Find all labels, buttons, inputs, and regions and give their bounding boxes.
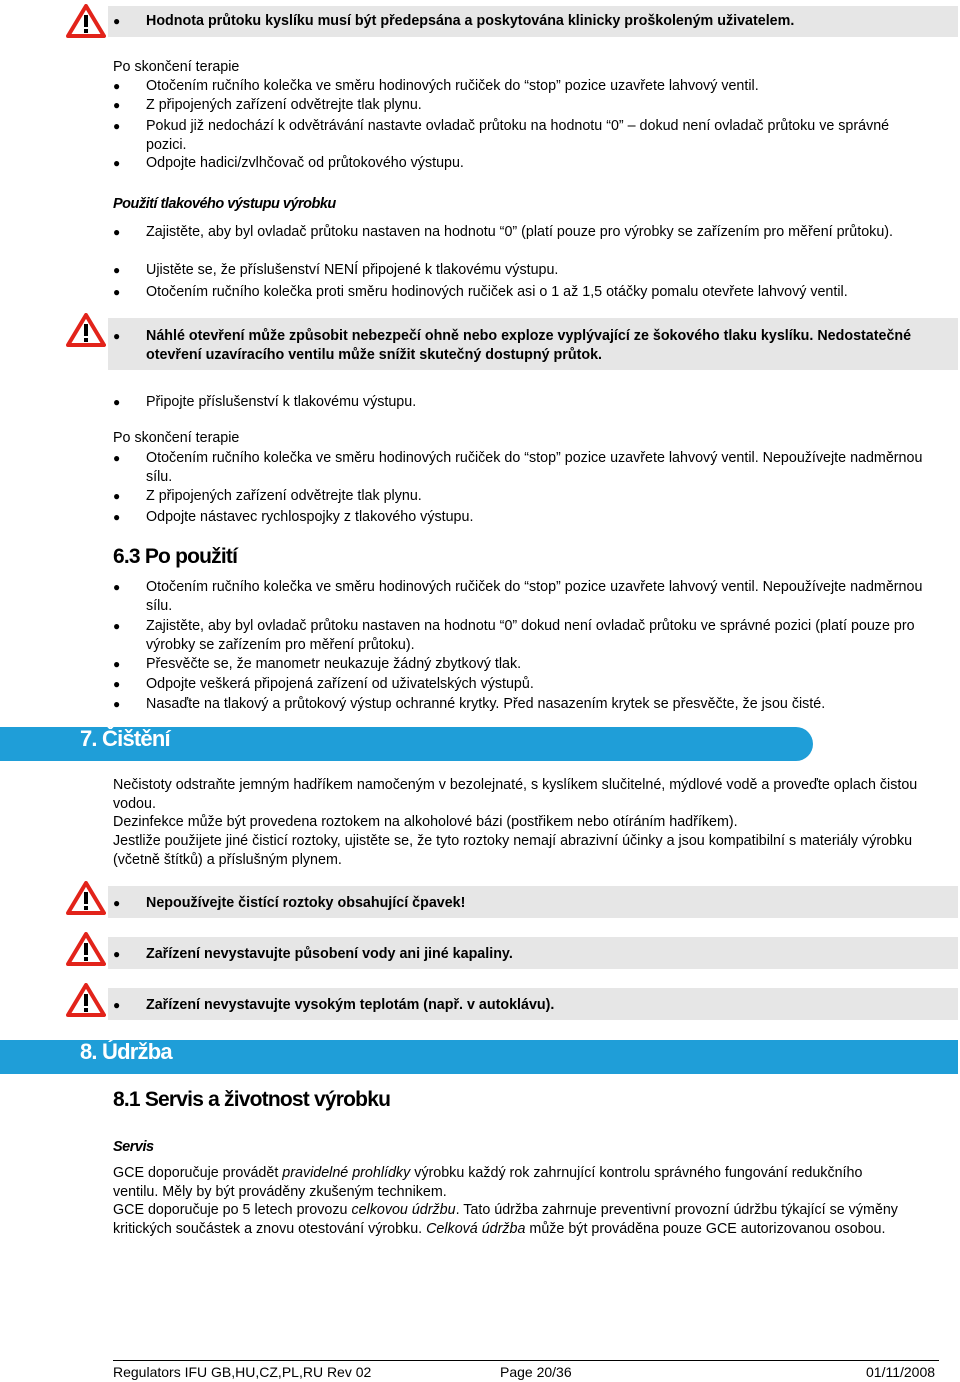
section-title: 7. Čištění	[80, 726, 170, 751]
bullet: ●	[113, 263, 121, 277]
emphasis: Celková údržba	[426, 1220, 526, 1237]
text-span: . Tato údržba zahrnuje preventivní provozní údržbu týkající se výměny kritických součástek a znovu otestování výrobku.	[113, 1202, 898, 1237]
footer-divider	[113, 1360, 939, 1361]
warning-text: Náhlé otevření může způsobit nebezpečí ohně nebo exploze vyplývající ze šokového tlaku kyslíku. Nedostatečné otevření uzavíracího ventilu může snížit skutečný dostupný průtok.	[146, 328, 912, 363]
emphasis: celkovou údržbu	[351, 1202, 456, 1218]
bullet: ●	[113, 580, 121, 594]
list-item: Odpojte hadici/zvlhčovač od průtokového výstupu.	[146, 155, 464, 171]
bullet: ●	[113, 489, 121, 503]
footer-page-number: Page 20/36	[500, 1364, 572, 1380]
paragraph: Dezinfekce může být provedena roztokem na alkoholové bázi (postřikem nebo otíráním hadříkem).	[113, 814, 738, 830]
bullet: ●	[113, 677, 121, 691]
bullet: ●	[113, 98, 121, 112]
bullet: ●	[113, 510, 121, 524]
warning-text: Hodnota průtoku kyslíku musí být předepsána a poskytována klinicky proškoleným uživatelem.	[146, 13, 795, 29]
warning-triangle-icon	[66, 313, 106, 347]
warning-text: Zařízení nevystavujte působení vody ani jiné kapaliny.	[146, 946, 513, 962]
emphasis: pravidelné prohlídky	[282, 1165, 411, 1181]
paragraph-heading: Po skončení terapie	[113, 430, 240, 446]
bullet: ●	[113, 395, 121, 409]
list-item: Z připojených zařízení odvětrejte tlak plynu.	[146, 488, 422, 504]
text-span: GCE doporučuje po 5 letech provozu	[113, 1202, 352, 1218]
warning-triangle-icon	[66, 983, 106, 1017]
paragraph	[113, 1164, 880, 1201]
list-item: Otočením ručního kolečka ve směru hodinových ručiček do “stop” pozice uzavřete lahvový ventil. Nepoužívejte nadměrnou sílu.	[146, 450, 923, 485]
warning-text: Nepoužívejte čistící roztoky obsahující čpavek!	[146, 895, 466, 911]
section-title: 8. Údržba	[80, 1039, 172, 1064]
list-item: Zajistěte, aby byl ovladač průtoku nastaven na hodnotu “0” dokud není ovladač průtoku ve správné pozici (platí pouze pro výrobky se zařízením pro měření průtoku).	[146, 618, 915, 653]
list-item: Otočením ručního kolečka ve směru hodinových ručiček do “stop” pozice uzavřete lahvový ventil.	[146, 78, 759, 94]
list-item: Odpojte nástavec rychlospojky z tlakového výstupu.	[146, 509, 474, 525]
footer-doc-id: Regulators IFU GB,HU,CZ,PL,RU Rev 02	[113, 1364, 372, 1380]
bullet: ●	[113, 619, 121, 633]
bullet: ●	[113, 329, 121, 343]
warning-triangle-icon	[66, 881, 106, 915]
subheading: Servis	[113, 1139, 154, 1155]
bullet: ●	[113, 79, 121, 93]
list-item: Pokud již nedochází k odvětrávání nastavte ovladač průtoku na hodnotu “0” – dokud není ovladač průtoku ve správné pozici.	[146, 118, 890, 153]
list-item: Ujistěte se, že příslušenství NENÍ připojené k tlakovému výstupu.	[146, 262, 559, 278]
list-item: Z připojených zařízení odvětrejte tlak plynu.	[146, 97, 422, 113]
warning-triangle-icon	[66, 932, 106, 966]
bullet: ●	[113, 947, 121, 961]
subheading: Použití tlakového výstupu výrobku	[113, 196, 336, 212]
paragraph: Nečistoty odstraňte jemným hadříkem namočeným v bezolejnaté, s kyslíkem slučitelné, mýdlové vodě a proveďte oplach čistou vodou.	[113, 777, 918, 812]
warning-triangle-icon	[66, 4, 106, 38]
bullet: ●	[113, 657, 121, 671]
list-item: Nasaďte na tlakový a průtokový výstup ochranné krytky. Před nasazením krytek se přesvěčte, že jsou čisté.	[146, 696, 826, 712]
bullet: ●	[113, 225, 121, 239]
bullet: ●	[113, 285, 121, 299]
bullet: ●	[113, 998, 121, 1012]
text-span: může být prováděna pouze GCE autorizovanou osobou.	[525, 1220, 886, 1237]
bullet: ●	[113, 451, 121, 465]
paragraph	[113, 1201, 944, 1238]
bullet: ●	[113, 896, 121, 910]
section-heading: 6.3 Po použití	[113, 545, 238, 568]
bullet: ●	[113, 697, 121, 711]
list-item: Zajistěte, aby byl ovladač průtoku nastaven na hodnotu “0” (platí pouze pro výrobky se zařízením pro měření průtoku).	[146, 224, 894, 240]
paragraph: Jestliže použijete jiné čisticí roztoky, ujistěte se, že tyto roztoky nemají abrazivní účinky a jsou kompatibilní s materiály výrobku (včetně štítků) a příslušným plynem.	[113, 833, 913, 868]
footer-date: 01/11/2008	[866, 1364, 936, 1380]
text-span: výrobku každý rok zahrnující kontrolu správného fungování redukčního ventilu. Měly by být prováděny zkušeným technikem.	[113, 1165, 863, 1200]
list-item: Otočením ručního kolečka ve směru hodinových ručiček do “stop” pozice uzavřete lahvový ventil. Nepoužívejte nadměrnou sílu.	[146, 579, 923, 614]
list-item: Připojte příslušenství k tlakovému výstupu.	[146, 394, 417, 410]
warning-text: Zařízení nevystavujte vysokým teplotám (např. v autoklávu).	[146, 997, 555, 1013]
section-heading: 8.1 Servis a životnost výrobku	[113, 1088, 391, 1111]
text-span: GCE doporučuje provádět	[113, 1165, 283, 1181]
bullet: ●	[113, 156, 121, 170]
bullet: ●	[113, 119, 121, 133]
list-item: Otočením ručního kolečka proti směru hodinových ručiček asi o 1 až 1,5 otáčky pomalu otevřete lahvový ventil.	[146, 284, 848, 300]
paragraph-heading: Po skončení terapie	[113, 59, 240, 75]
bullet: ●	[113, 14, 121, 28]
list-item: Přesvěčte se, že manometr neukazuje žádný zbytkový tlak.	[146, 656, 522, 672]
list-item: Odpojte veškerá připojená zařízení od uživatelských výstupů.	[146, 676, 534, 692]
